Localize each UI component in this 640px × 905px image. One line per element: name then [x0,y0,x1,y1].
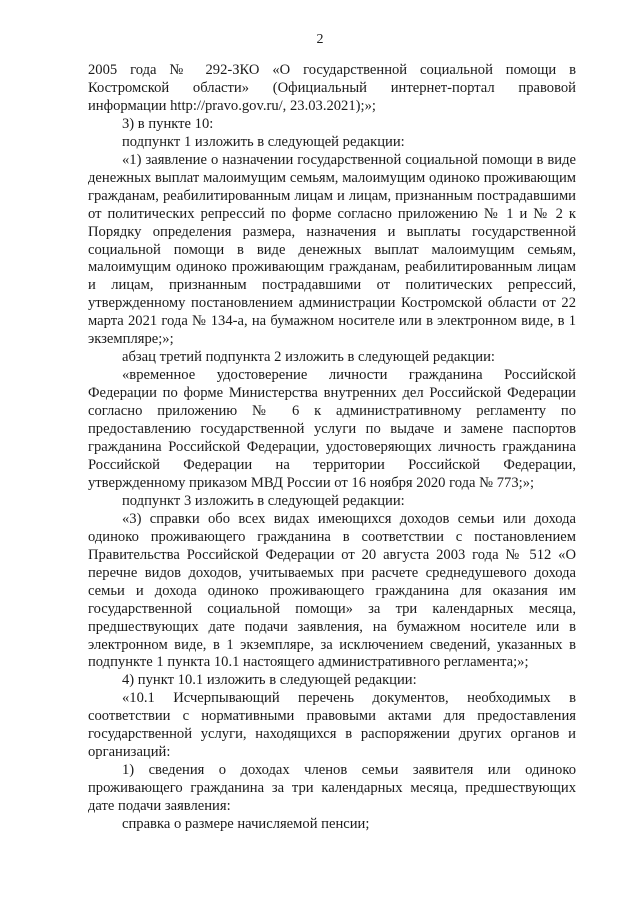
paragraph-list-item: 1) сведения о доходах членов семьи заявителя или одиноко проживающего гражданина за три календарных месяца, предшествующих дате подачи заявления: [88,762,576,815]
paragraph-quoted: «3) справки обо всех видах имеющихся доходов семьи или дохода одиноко проживающего гражданина в соответствии с постановлением Правительства Российской Федерации от 20 августа 2003 года № 512 «О перечне видов доходов, учитываемых при расчете среднедушевого дохода семьи и дохода одиноко проживающего гражданина для оказания им государственной социальной помощи» за три календарных месяца, предшествующих дате подачи заявления, на бумажном носителе или в электронном виде, в 1 экземпляре, за исключением сведений, указанных в подпункте 1 пункта 10.1 настоящего административного регламента;»; [88,510,576,671]
paragraph-instruction: подпункт 3 изложить в следующей редакции: [122,492,405,509]
paragraph-item-3: 3) в пункте 10: [122,115,214,132]
paragraph-instruction: подпункт 1 изложить в следующей редакции: [122,133,405,150]
page-number: 2 [316,32,324,47]
paragraph-quoted: «10.1 Исчерпывающий перечень документов, необходимых в соответствии с нормативными правовыми актами для предоставления государственной услуги, находящихся в распоряжении других органов и организаций: [88,690,576,761]
paragraph-list-item: справка о размере начисляемой пенсии; [122,816,370,833]
paragraph-quoted: «временное удостоверение личности гражданина Российской Федерации по форме Министерства внутренних дел Российской Федерации согласно приложению № 6 к административному регламенту по предоставлению государственной услуги по выдаче и замене паспортов гражданина Российской Федерации, удостоверяющих личность гражданина Российской Федерации на территории Российской Федерации, утвержденному приказом МВД России от 16 ноября 2020 года № 773;»; [88,367,576,491]
paragraph-quoted: «1) заявление о назначении государственной социальной помощи в виде денежных выплат малоимущим семьям, малоимущим одиноко проживающим гражданам, реабилитированным лицам и лицам, признанным пострадавшими от политических репрессий по форме согласно приложению № 1 и № 2 к Порядку определения размера, назначения и выплаты государственной социальной помощи в виде денежных выплат малоимущим семьям, малоимущим одиноко проживающим гражданам, реабилитированным лицам и лицам, признанным пострадавшими от политических репрессий, утвержденному постановлением администрации Костромской области от 22 марта 2021 года № 134-а, на бумажном носителе или в электронном виде, в 1 экземпляре;»; [88,151,576,348]
paragraph-instruction: абзац третий подпункта 2 изложить в следующей редакции: [122,349,495,366]
paragraph-continuation: 2005 года № 292-ЗКО «О государственной социальной помощи в Костромской области» (Официальный интернет-портал правовой информации http://pravo.gov.ru/, 23.03.2021);»; [88,62,576,114]
document-body [88,62,576,834]
paragraph-item-4: 4) пункт 10.1 изложить в следующей редакции: [122,672,417,689]
